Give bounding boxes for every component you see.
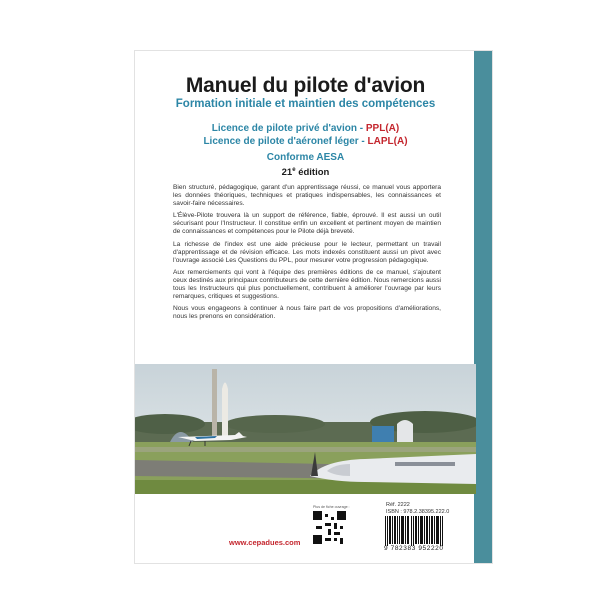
edition-label [135,167,476,178]
airfield-photo-drawing [135,364,476,494]
licence-line-lapl [135,136,476,147]
edition-word: édition [295,167,330,179]
publisher-website: www.cepadues.com [229,538,301,547]
licence-lapl-text: Licence de pilote d'aéronef léger - [203,136,368,147]
airfield-photo [135,364,476,494]
reference-number: Réf. 2222 [386,502,410,508]
licence-ppl-text: Licence de pilote privé d'avion - [211,123,366,134]
description-paragraph-5: Nous vous engageons à continuer à nous faire part de vos propositions d'améliorations, nous les prenons en considération. [173,305,441,321]
qr-caption: Plus de fiche ouvrage : [313,505,350,509]
licence-lapl-code: LAPL(A) [367,136,408,147]
barcode-digits: 9 782383 952220 [384,545,444,552]
barcode-icon [384,516,444,546]
description-text [173,184,441,325]
book-back-cover [134,50,493,564]
book-title: Manuel du pilote d'avion [185,74,426,97]
conformity-label: Conforme AESA [266,152,345,163]
edition-number: 21 [281,167,293,179]
cover-spine-band [474,51,492,563]
qr-code-icon [313,511,346,544]
licence-ppl-code: PPL(A) [365,123,400,134]
licence-line-ppl [135,123,476,134]
isbn-number: ISBN : 978.2.38395.222.0 [386,509,450,515]
edition-suffix: e [292,167,296,173]
description-paragraph-1: Bien structuré, pédagogique, garant d'un apprentissage réussi, ce manuel vous apportera les données théoriques, techniques et pratiques indispensables, les connaissances et savoir-faire nécessaires. [173,184,441,208]
description-paragraph-2: L'Élève-Pilote trouvera là un support de référence, fiable, éprouvé. Il est aussi un outil sécurisant pour l'Instructeur. Il constitue enfin un excellent et pertinent moyen de maintien de connaissances et compétences pour le Pilote déjà breveté. [173,212,441,236]
reference-info [386,502,449,516]
book-subtitle: Formation initiale et maintien des compétences [175,98,436,110]
description-paragraph-3: La richesse de l'index est une aide précieuse pour le lecteur, permettant un travail d'apprentissage et de révision efficace. Les mots indexés constituent aussi un pivot avec l'ouvrage associé Les Questions du PPL, pour mesurer votre progression pédagogique. [173,240,441,264]
description-paragraph-4: Aux remerciements qui vont à l'équipe des premières éditions de ce manuel, s'ajoutent ceux destinés aux principaux contributeurs de cette dernière édition. Nous remercions aussi tous les Instructeurs qui plus ponctuellement, contribuent à améliorer l'ouvrage par leurs remarques, critiques et suggestions. [173,268,441,301]
